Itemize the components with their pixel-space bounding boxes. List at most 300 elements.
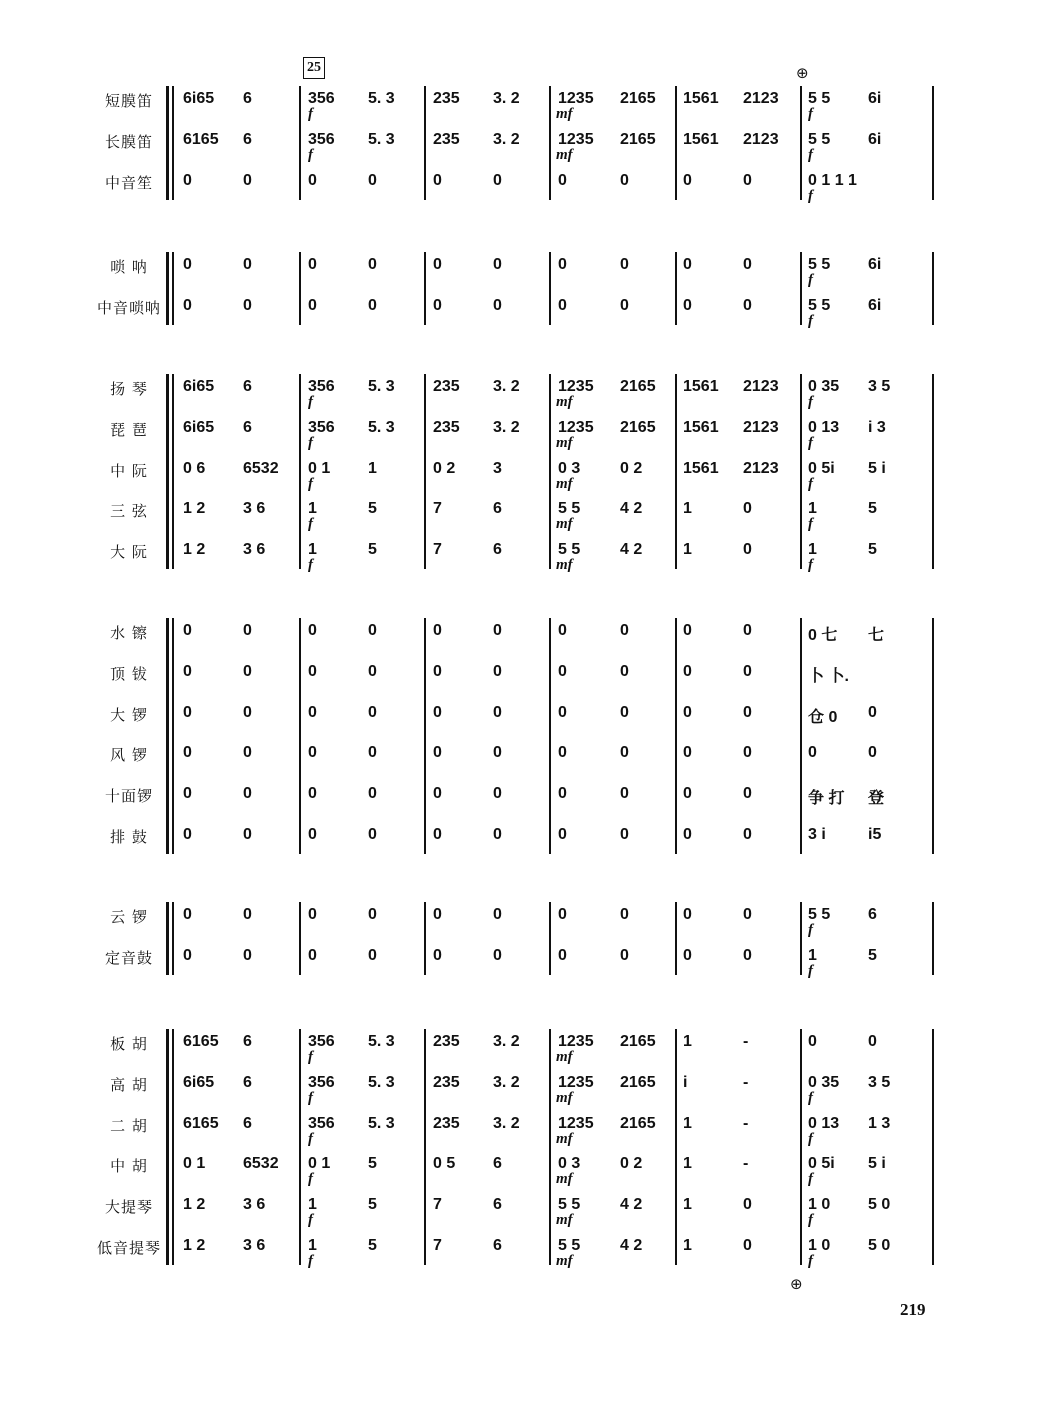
barline: [932, 618, 934, 854]
note-cell: 0 2: [433, 459, 456, 477]
note-cell: 0 3: [558, 459, 581, 477]
note-cell: 0: [683, 171, 692, 189]
barline: [800, 86, 802, 200]
barline: [424, 618, 426, 854]
dynamic-forte: f: [808, 962, 813, 979]
barline: [675, 902, 677, 975]
dynamic-forte: f: [808, 922, 813, 938]
note-cell: 5. 3: [368, 418, 395, 436]
note-cell: 235: [433, 130, 460, 148]
note-cell: 1: [308, 1196, 317, 1214]
note-cell: 1: [808, 500, 817, 518]
note-cell: 0: [868, 703, 877, 721]
note-cell: 0: [808, 744, 817, 762]
note-cell: 0: [558, 906, 567, 923]
note-cell: 2123: [743, 90, 779, 107]
note-cell: 5: [868, 946, 877, 964]
note-cell: 6: [243, 130, 252, 148]
note-cell: 2123: [743, 378, 779, 395]
note-cell: i 3: [868, 418, 886, 436]
note-cell: 6165: [183, 1033, 219, 1050]
note-cell: 1235: [558, 90, 594, 107]
note-cell: 0: [683, 662, 692, 680]
note-cell: 235: [433, 1114, 460, 1132]
note-cell: 3 6: [243, 500, 266, 518]
dynamic-forte: f: [808, 1253, 813, 1269]
note-cell: 0: [433, 622, 442, 639]
note-cell: 0: [243, 662, 252, 680]
barline: [675, 374, 677, 569]
dynamic-mezzo-forte: mf: [556, 394, 573, 410]
barline: [424, 374, 426, 569]
note-cell: 0: [368, 946, 377, 964]
instrument-label: 排 鼓: [110, 828, 148, 846]
note-cell: 0: [308, 296, 317, 314]
dynamic-forte: f: [308, 106, 313, 122]
note-cell: 0: [368, 826, 377, 843]
barline: [424, 1029, 426, 1265]
note-cell: 0: [620, 826, 629, 843]
note-cell: 5: [368, 1155, 377, 1173]
note-cell: 5 5: [558, 541, 581, 559]
note-cell: 0: [558, 946, 567, 964]
note-cell: 0: [743, 622, 752, 639]
note-cell: 6i65: [183, 90, 215, 107]
instrument-label: 顶 钹: [110, 664, 148, 683]
note-cell: 6i65: [183, 378, 215, 395]
note-cell: 0: [308, 171, 317, 189]
note-cell: 2165: [620, 1033, 656, 1050]
note-cell: 0: [183, 906, 192, 923]
instrument-label: 中 胡: [110, 1157, 148, 1176]
note-cell: 0: [683, 622, 692, 639]
note-cell: -: [743, 1073, 749, 1091]
note-cell: 0: [558, 256, 567, 273]
group-bracket: [166, 902, 169, 975]
note-cell: 2165: [620, 1114, 656, 1132]
note-cell: 1561: [683, 90, 719, 107]
note-cell: 七: [868, 627, 885, 644]
note-cell: 0: [743, 906, 752, 923]
dynamic-forte: f: [808, 434, 813, 451]
note-cell: 0: [743, 541, 752, 559]
note-cell: 0: [183, 785, 192, 803]
dynamic-forte: f: [808, 394, 813, 410]
note-cell: 0: [183, 662, 192, 680]
note-cell: 0: [493, 256, 502, 273]
note-cell: 0: [558, 703, 567, 721]
note-cell: 1561: [683, 459, 719, 477]
note-cell: -: [743, 1114, 749, 1132]
note-cell: 登: [868, 790, 885, 808]
instrument-label: 低音提琴: [96, 1239, 161, 1257]
note-cell: 3 6: [243, 541, 266, 559]
note-cell: 0: [683, 744, 692, 762]
barline: [299, 618, 301, 854]
note-cell: 1: [808, 541, 817, 559]
note-cell: 0: [183, 744, 192, 762]
note-cell: 5 0: [868, 1196, 891, 1214]
note-cell: 4 2: [620, 541, 643, 559]
note-cell: 3 5: [868, 1073, 891, 1091]
note-cell: 0: [683, 785, 692, 803]
coda-bottom-icon: ⊕: [790, 1275, 803, 1293]
note-cell: 0 6: [183, 459, 206, 477]
barline: [932, 86, 934, 200]
note-cell: 0 35: [808, 378, 840, 395]
note-cell: 1 0: [808, 1196, 831, 1214]
note-cell: 0: [368, 906, 377, 923]
note-cell: 0: [743, 785, 752, 803]
note-cell: 0: [433, 171, 442, 189]
note-cell: 0: [558, 662, 567, 680]
instrument-label: 短膜笛: [104, 92, 153, 110]
instrument-label: 中 阮: [110, 461, 148, 480]
note-cell: 1: [683, 500, 692, 518]
note-cell: 5. 3: [368, 378, 395, 395]
note-cell: 5: [868, 541, 877, 559]
instrument-label: 二 胡: [110, 1116, 148, 1135]
note-cell: 5 5: [808, 130, 831, 148]
note-cell: 5. 3: [368, 90, 395, 107]
note-cell: 5: [868, 500, 877, 518]
note-cell: 0: [743, 1196, 752, 1214]
note-cell: 0: [620, 906, 629, 923]
note-cell: 0: [183, 946, 192, 964]
note-cell: 1: [683, 1155, 692, 1173]
note-cell: 6i: [868, 130, 882, 148]
note-cell: 6i65: [183, 418, 215, 436]
note-cell: 235: [433, 90, 460, 107]
note-cell: 0: [493, 662, 502, 680]
note-cell: 0: [683, 296, 692, 314]
dynamic-forte: f: [308, 1130, 313, 1147]
note-cell: 0 1: [308, 459, 331, 477]
note-cell: 6: [243, 1073, 252, 1091]
note-cell: 6i: [868, 90, 882, 107]
note-cell: 0: [243, 906, 252, 923]
instrument-label: 唢 呐: [110, 258, 148, 276]
note-cell: 0: [243, 256, 252, 273]
note-cell: 0: [493, 703, 502, 721]
note-cell: 3 6: [243, 1196, 266, 1214]
note-cell: 0: [620, 171, 629, 189]
note-cell: 0: [433, 906, 442, 923]
barline: [675, 1029, 677, 1265]
note-cell: 0 2: [620, 459, 643, 477]
barline: [172, 252, 174, 325]
note-cell: 0: [308, 744, 317, 762]
note-cell: 5 i: [868, 1155, 886, 1173]
barline: [549, 86, 551, 200]
note-cell: 3. 2: [493, 1114, 520, 1132]
note-cell: 0: [433, 785, 442, 803]
instrument-label: 长膜笛: [104, 132, 153, 151]
note-cell: 6i: [868, 296, 882, 314]
note-cell: 0: [558, 785, 567, 803]
dynamic-mezzo-forte: mf: [556, 146, 573, 163]
group-bracket: [166, 1029, 169, 1265]
note-cell: 0 5i: [808, 1155, 835, 1173]
note-cell: 0: [558, 826, 567, 843]
note-cell: 5 5: [558, 500, 581, 518]
note-cell: 5: [368, 1237, 377, 1254]
note-cell: 0: [308, 946, 317, 964]
note-cell: 0 35: [808, 1073, 840, 1091]
note-cell: 356: [308, 1073, 335, 1091]
dynamic-mezzo-forte: mf: [556, 1253, 573, 1269]
dynamic-forte: f: [308, 475, 313, 492]
note-cell: 6532: [243, 1155, 279, 1173]
note-cell: 235: [433, 1073, 460, 1091]
note-cell: 1: [808, 946, 817, 964]
barline: [675, 252, 677, 325]
note-cell: 356: [308, 1114, 335, 1132]
note-cell: 6: [868, 906, 877, 923]
note-cell: 1 2: [183, 500, 206, 518]
note-cell: 1 0: [808, 1237, 831, 1254]
dynamic-forte: f: [308, 1212, 313, 1229]
note-cell: 235: [433, 378, 460, 395]
note-cell: 5: [368, 500, 377, 518]
dynamic-mezzo-forte: mf: [556, 1130, 573, 1147]
note-cell: 1: [308, 541, 317, 559]
dynamic-forte: f: [808, 1130, 813, 1147]
note-cell: 1235: [558, 1114, 594, 1132]
group-bracket: [166, 252, 169, 325]
note-cell: 1235: [558, 378, 594, 395]
barline: [549, 1029, 551, 1265]
note-cell: 仓 0: [808, 708, 838, 726]
note-cell: 1561: [683, 418, 719, 436]
note-cell: 0: [368, 703, 377, 721]
note-cell: 6i: [868, 256, 882, 273]
barline: [299, 86, 301, 200]
note-cell: 4 2: [620, 1237, 643, 1254]
note-cell: 0: [743, 946, 752, 964]
note-cell: 1: [368, 459, 377, 477]
note-cell: 235: [433, 1033, 460, 1050]
barline: [800, 1029, 802, 1265]
note-cell: 0: [558, 744, 567, 762]
note-cell: 0: [368, 296, 377, 314]
dynamic-mezzo-forte: mf: [556, 475, 573, 492]
note-cell: 6: [243, 1114, 252, 1132]
note-cell: 5. 3: [368, 1114, 395, 1132]
note-cell: 0: [433, 256, 442, 273]
note-cell: 0: [868, 744, 877, 762]
note-cell: 1235: [558, 1073, 594, 1091]
note-cell: 0: [183, 256, 192, 273]
barline: [932, 1029, 934, 1265]
note-cell: 0: [243, 826, 252, 843]
note-cell: 3. 2: [493, 90, 520, 107]
note-cell: 5 5: [558, 1196, 581, 1214]
note-cell: 5 5: [808, 906, 831, 923]
note-cell: i5: [868, 826, 882, 843]
note-cell: 3 6: [243, 1237, 266, 1254]
barline: [800, 252, 802, 325]
note-cell: 0: [368, 662, 377, 680]
note-cell: 0: [183, 296, 192, 314]
note-cell: 356: [308, 90, 335, 107]
dynamic-forte: f: [308, 1049, 313, 1065]
note-cell: 0: [243, 296, 252, 314]
dynamic-forte: f: [308, 1171, 313, 1188]
note-cell: 1 3: [868, 1114, 891, 1132]
barline: [424, 86, 426, 200]
note-cell: 1: [683, 1033, 692, 1050]
note-cell: 0: [308, 703, 317, 721]
barline: [299, 1029, 301, 1265]
note-cell: 卜 卜.: [808, 667, 849, 685]
note-cell: 356: [308, 130, 335, 148]
note-cell: 0: [243, 622, 252, 639]
instrument-label: 云 锣: [110, 908, 148, 926]
note-cell: 1: [308, 500, 317, 518]
dynamic-mezzo-forte: mf: [556, 434, 573, 451]
note-cell: 0: [308, 662, 317, 680]
instrument-label: 中音唢呐: [96, 298, 161, 317]
note-cell: 0: [433, 826, 442, 843]
note-cell: 3. 2: [493, 130, 520, 148]
note-cell: 0: [183, 826, 192, 843]
dynamic-forte: f: [808, 516, 813, 533]
barline: [172, 1029, 174, 1265]
note-cell: 0: [243, 171, 252, 189]
dynamic-mezzo-forte: mf: [556, 1171, 573, 1188]
note-cell: 0 七: [808, 627, 838, 644]
note-cell: 0 5i: [808, 459, 835, 477]
note-cell: 3. 2: [493, 378, 520, 395]
barline: [675, 618, 677, 854]
note-cell: 6: [493, 541, 502, 559]
dynamic-forte: f: [308, 516, 313, 533]
note-cell: 0: [620, 662, 629, 680]
note-cell: 3 i: [808, 826, 826, 843]
note-cell: 356: [308, 418, 335, 436]
group-bracket: [166, 618, 169, 854]
instrument-label: 大提琴: [104, 1198, 153, 1217]
note-cell: 0: [368, 744, 377, 762]
note-cell: 5 i: [868, 459, 886, 477]
note-cell: 0: [493, 946, 502, 964]
note-cell: 0: [558, 296, 567, 314]
note-cell: 0: [368, 171, 377, 189]
note-cell: 0: [308, 622, 317, 639]
barline: [549, 618, 551, 854]
barline: [172, 902, 174, 975]
note-cell: 6: [243, 378, 252, 395]
note-cell: 0: [433, 744, 442, 762]
instrument-label: 水 镲: [110, 624, 148, 642]
note-cell: 0: [433, 703, 442, 721]
instrument-label: 高 胡: [110, 1075, 148, 1094]
note-cell: 1: [683, 1237, 692, 1254]
dynamic-mezzo-forte: mf: [556, 1212, 573, 1229]
note-cell: 0: [493, 744, 502, 762]
note-cell: 0: [243, 744, 252, 762]
note-cell: 1: [308, 1237, 317, 1254]
barline: [800, 902, 802, 975]
note-cell: 1235: [558, 130, 594, 148]
note-cell: 0: [868, 1033, 877, 1050]
dynamic-mezzo-forte: mf: [556, 1049, 573, 1065]
note-cell: 0: [243, 785, 252, 803]
note-cell: 0: [683, 826, 692, 843]
note-cell: 0: [493, 171, 502, 189]
note-cell: 0: [743, 171, 752, 189]
note-cell: 7: [433, 1237, 442, 1254]
dynamic-forte: f: [808, 1089, 813, 1106]
note-cell: 1 2: [183, 541, 206, 559]
note-cell: 1561: [683, 130, 719, 148]
dynamic-forte: f: [308, 434, 313, 451]
instrument-label: 风 锣: [110, 746, 148, 765]
note-cell: 0: [808, 1033, 817, 1050]
instrument-label: 大 锣: [110, 705, 148, 724]
note-cell: 0: [683, 906, 692, 923]
note-cell: -: [743, 1155, 749, 1173]
barline: [299, 902, 301, 975]
dynamic-forte: f: [308, 146, 313, 163]
note-cell: 0: [620, 785, 629, 803]
note-cell: 6165: [183, 1114, 219, 1132]
note-cell: 0: [308, 785, 317, 803]
note-cell: 5. 3: [368, 1073, 395, 1091]
note-cell: 6165: [183, 130, 219, 148]
note-cell: i: [683, 1073, 688, 1091]
note-cell: 2123: [743, 418, 779, 436]
note-cell: 5 5: [808, 256, 831, 273]
note-cell: 1 2: [183, 1237, 206, 1254]
note-cell: 0: [620, 946, 629, 964]
note-cell: 4 2: [620, 1196, 643, 1214]
note-cell: 2165: [620, 418, 656, 436]
note-cell: 3. 2: [493, 1033, 520, 1050]
note-cell: 0 13: [808, 1114, 840, 1132]
note-cell: 3 5: [868, 378, 891, 395]
note-cell: 1561: [683, 378, 719, 395]
note-cell: 7: [433, 541, 442, 559]
note-cell: 3. 2: [493, 418, 520, 436]
note-cell: 0: [493, 622, 502, 639]
note-cell: 0: [683, 256, 692, 273]
note-cell: 争 打: [808, 790, 845, 808]
barline: [675, 86, 677, 200]
note-cell: 2165: [620, 90, 656, 107]
note-cell: 0: [433, 946, 442, 964]
note-cell: 5 5: [558, 1237, 581, 1254]
dynamic-forte: f: [808, 272, 813, 288]
barline: [172, 374, 174, 569]
dynamic-forte: f: [808, 1171, 813, 1188]
note-cell: 1235: [558, 418, 594, 436]
barline: [172, 618, 174, 854]
note-cell: 0: [620, 622, 629, 639]
note-cell: 0: [620, 256, 629, 273]
note-cell: 1: [683, 1196, 692, 1214]
barline: [932, 374, 934, 569]
note-cell: 0: [743, 826, 752, 843]
note-cell: 5: [368, 1196, 377, 1214]
dynamic-forte: f: [308, 1253, 313, 1269]
note-cell: 0: [308, 256, 317, 273]
dynamic-forte: f: [808, 187, 813, 204]
note-cell: 0: [493, 826, 502, 843]
dynamic-forte: f: [808, 557, 813, 574]
group-bracket: [166, 374, 169, 569]
